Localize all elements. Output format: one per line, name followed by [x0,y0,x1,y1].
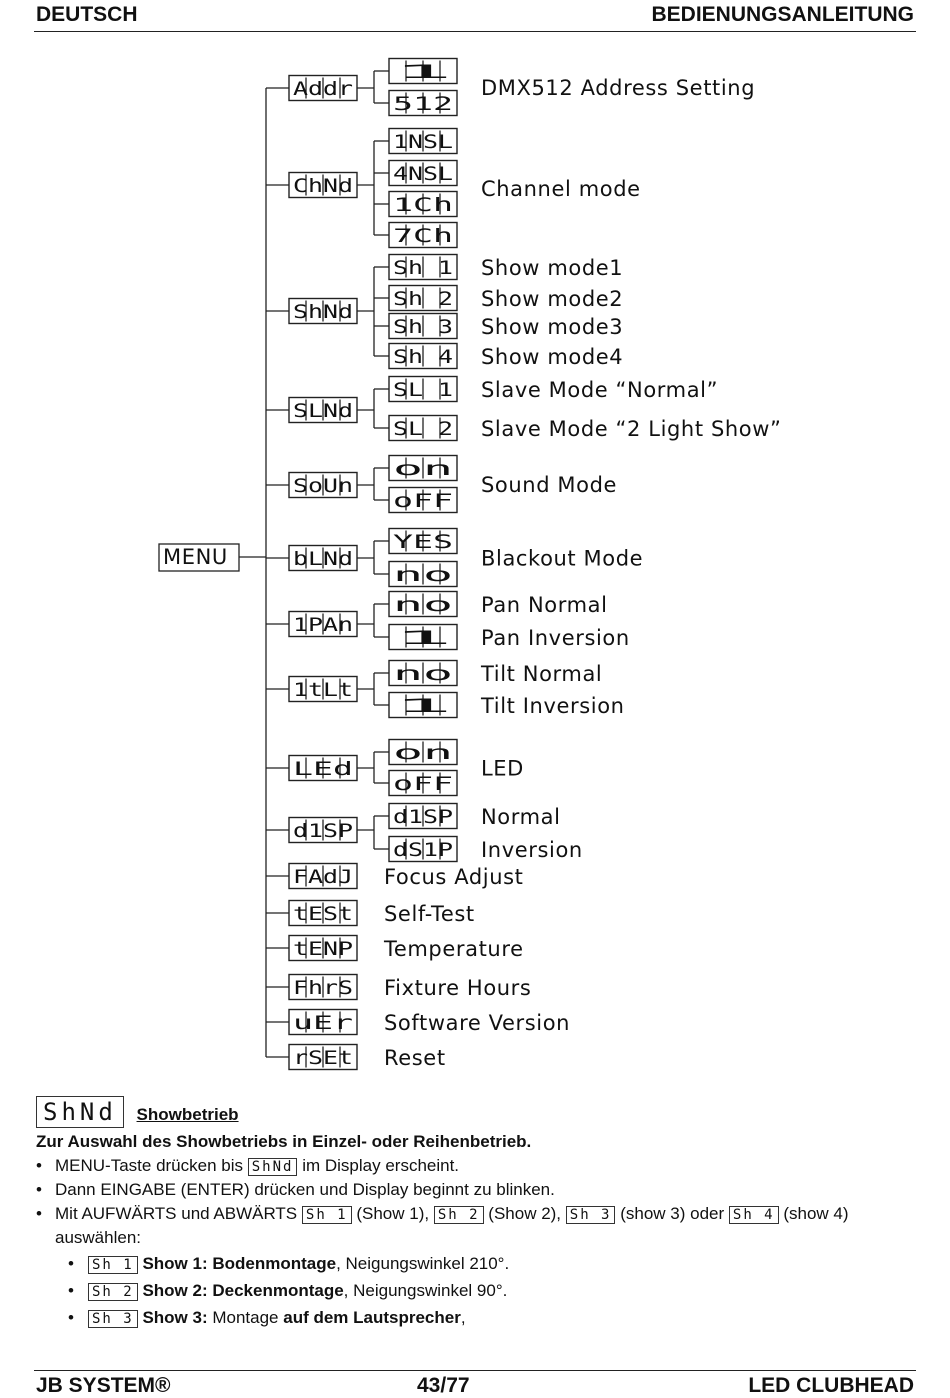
leaf-label: Self-Test [384,902,475,926]
option-code: 1NSL [393,131,453,153]
footer-product: LED CLUBHEAD [748,1374,914,1397]
menu-code-test: tESt [293,903,353,925]
list-item [68,1304,916,1331]
menu-code-blnd: bLNd [293,548,353,570]
sh3-display-icon: Sh 3 [88,1310,138,1328]
footer-brand: JB SYSTEM® [36,1374,171,1397]
instruction-text: im Display erscheint. [302,1156,460,1175]
option-code: Sh 2 [393,288,453,310]
option-code: dS1P [393,839,453,861]
show-detail: auf dem Lautsprecher [283,1308,461,1327]
shnd-display-icon: ShNd [36,1096,124,1128]
option-code: 4NSL [393,163,453,185]
option-code: no [393,594,453,616]
option-label: Show mode1 [481,256,624,280]
show-option-list [68,1250,916,1331]
showbetrieb-section [36,1096,916,1331]
leaf-label: Temperature [384,937,524,961]
option-code: oFF [393,490,453,512]
menu-root-label: MENU [163,545,228,569]
instruction-text: (Show 2), [488,1204,562,1223]
menu-code-shnd: ShNd [293,301,353,323]
option-label: Show mode3 [481,315,624,339]
menu-code-1tlt: 1tLt [293,679,353,701]
instruction-text: MENU-Taste drücken bis [55,1156,244,1175]
instruction-text: Mit AUFWÄRTS und ABWÄRTS [55,1204,298,1223]
option-code: no [393,663,453,685]
option-label: Tilt Normal [481,662,603,686]
option-code: 7Ch [393,225,453,247]
show-detail: Montage [207,1308,284,1327]
option-label: Tilt Inversion [481,694,625,718]
show-detail: , Neigungswinkel 90°. [343,1281,508,1300]
menu-code-led: LEd [293,758,353,780]
option-code: Sh 4 [393,346,453,368]
option-code: on [393,458,453,480]
sh2-display-icon: Sh 2 [88,1283,138,1301]
option-label: Slave Mode “2 Light Show” [481,417,782,441]
sh4-display-icon: Sh 4 [729,1206,779,1224]
group-label: Blackout Mode [481,546,644,571]
instruction-text: (show 3) oder [620,1204,725,1223]
group-label: Channel mode [481,177,641,201]
option-code: 1 [393,627,453,649]
option-code: oFF [393,773,453,795]
list-item [68,1250,916,1277]
group-label: LED [481,756,524,781]
option-label: Show mode2 [481,287,624,311]
option-code: on [393,742,453,764]
option-label: Slave Mode “Normal” [481,378,719,402]
show-detail: , Neigungswinkel 210°. [336,1254,510,1273]
show-name: Show 1: Bodenmontage [142,1254,337,1273]
group-label: Sound Mode [481,473,618,497]
option-code: YES [393,531,453,553]
menu-code-fadj: FAdJ [293,866,353,888]
instruction-text: (Show 1), [356,1204,430,1223]
option-code: no [393,564,453,586]
footer-rule [34,1370,916,1371]
show-detail: , [460,1308,466,1327]
shnd-display-icon: ShNd [248,1158,298,1176]
option-code: d1SP [393,806,453,828]
menu-code-uer: uEr [293,1012,353,1034]
sh2-display-icon: Sh 2 [434,1206,484,1224]
option-label: Normal [481,805,561,829]
option-code: 512 [393,93,453,115]
instruction-text: (show 4) [783,1204,849,1223]
option-label: Inversion [481,838,583,862]
page-number: 43/77 [417,1374,470,1397]
leaf-label: Focus Adjust [384,865,524,889]
section-title: Showbetrieb [136,1105,239,1124]
menu-code-soun: SoUn [293,475,353,497]
list-item [36,1154,916,1178]
header-doc-type: BEDIENUNGSANLEITUNG [651,3,914,26]
option-label: Pan Normal [481,593,608,617]
option-code: 1Ch [393,194,453,216]
option-code: 1 [393,695,453,717]
header-language: DEUTSCH [36,3,138,26]
option-code: Sh 3 [393,316,453,338]
menu-code-chnd: ChNd [293,175,353,197]
menu-code-tenp: tENP [293,938,353,960]
instruction-list [36,1154,916,1250]
section-intro: Zur Auswahl des Showbetriebs in Einzel- oder Reihenbetrieb. [36,1132,532,1151]
show-name: Show 2: Deckenmontage [142,1281,344,1300]
leaf-label: Reset [384,1046,446,1070]
leaf-label: Fixture Hours [384,976,532,1000]
menu-code-1pan: 1PAn [293,614,353,636]
option-code: SL 2 [393,418,453,440]
leaf-label: Software Version [384,1011,571,1035]
menu-code-slnd: SLNd [293,400,353,422]
list-item [36,1202,916,1250]
instruction-text: auswählen: [55,1228,142,1247]
list-item [68,1277,916,1304]
menu-code-addr: Addr [293,78,353,100]
option-code: 1 [393,61,453,83]
option-code: SL 1 [393,379,453,401]
sh1-display-icon: Sh 1 [302,1206,352,1224]
group-label: DMX512 Address Setting [481,76,756,100]
option-label: Show mode4 [481,345,624,369]
menu-code-fhrs: FhrS [293,977,353,999]
option-code: Sh 1 [393,257,453,279]
show-name: Show 3: [142,1308,208,1327]
list-item [36,1178,916,1202]
sh1-display-icon: Sh 1 [88,1256,138,1274]
menu-code-d1sp: d1SP [293,820,353,842]
instruction-text: Dann EINGABE (ENTER) drücken und Display beginnt zu blinken. [55,1180,555,1199]
sh3-display-icon: Sh 3 [566,1206,616,1224]
menu-code-rset: rSEt [293,1047,353,1069]
option-label: Pan Inversion [481,626,630,650]
